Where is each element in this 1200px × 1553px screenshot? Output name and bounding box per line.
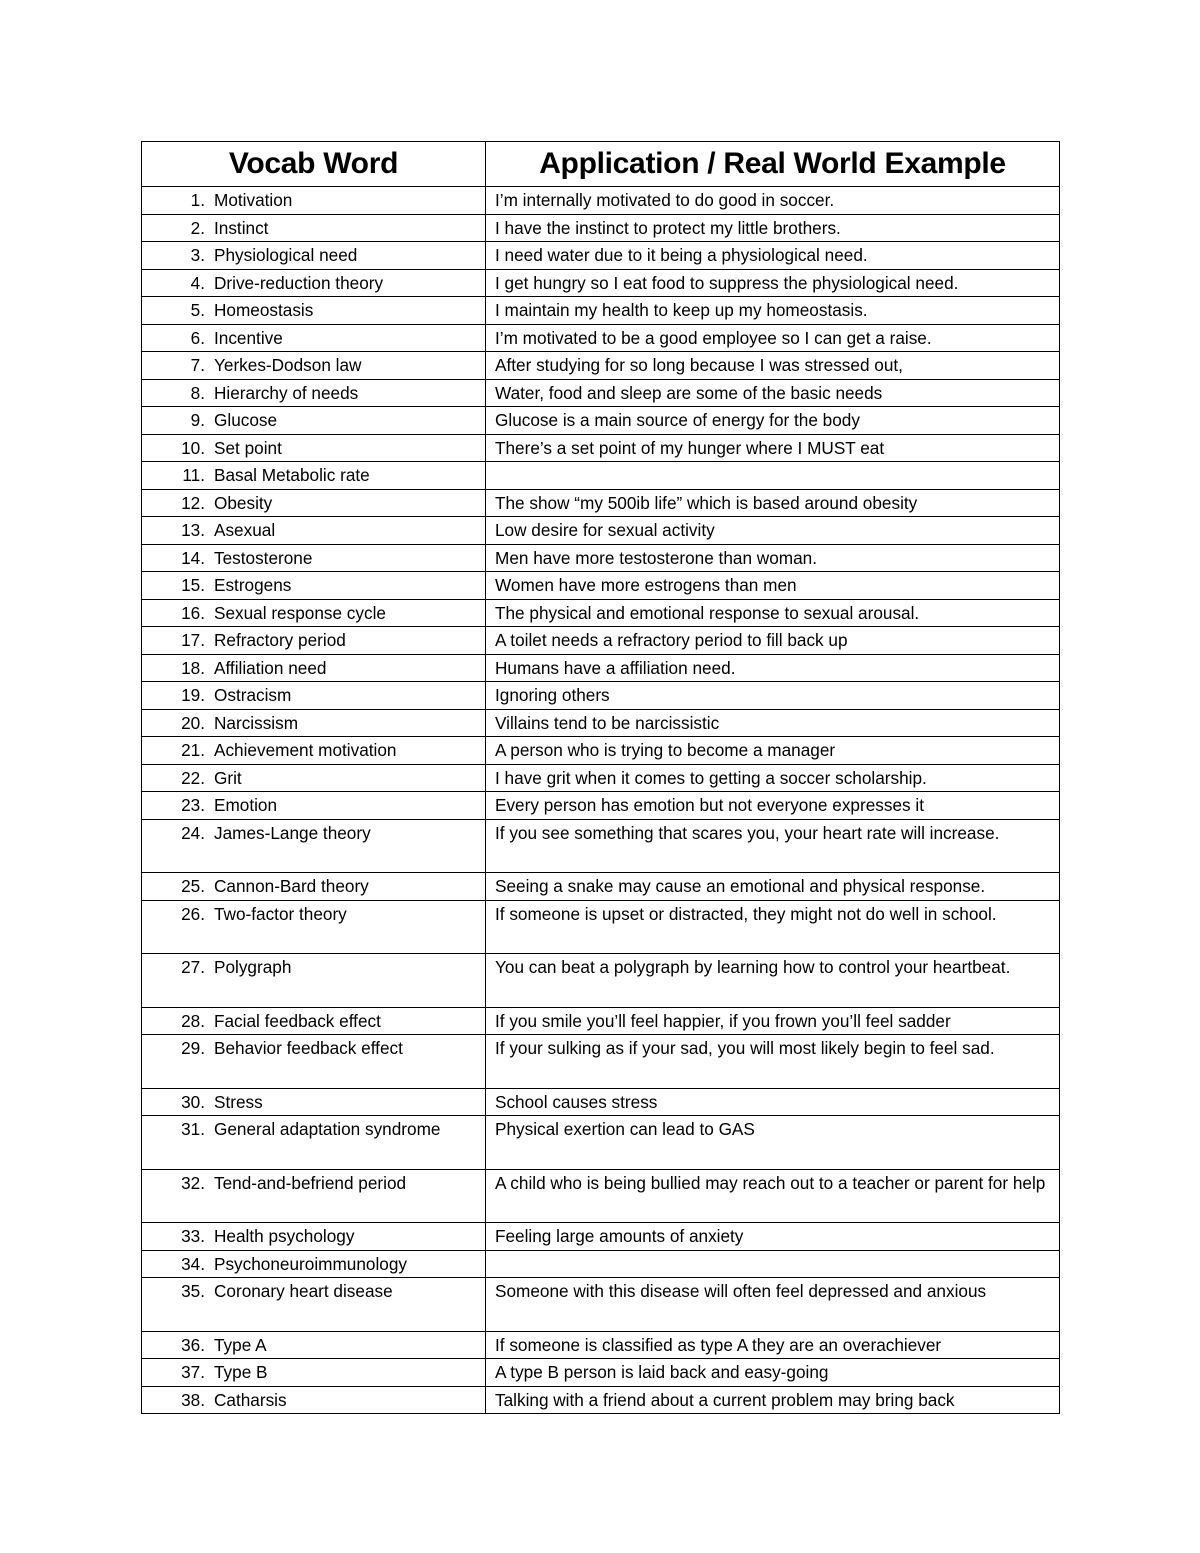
vocab-word: Polygraph [214,957,292,977]
example-cell [486,873,1060,901]
example-cell [486,1250,1060,1278]
example-text: I’m motivated to be a good employee so I can get a raise. [495,327,932,348]
table-row [142,187,1060,215]
table-row [142,489,1060,517]
vocab-word: Two-factor theory [214,903,347,924]
vocab-word: Type A [214,1334,267,1355]
example-text: If someone is upset or distracted, they might not do well in school. [495,903,997,924]
vocab-word: Behavior feedback effect [214,1038,403,1058]
vocab-word-cell [142,709,486,737]
row-number: 36. [181,1334,205,1355]
example-text: I get hungry so I eat food to suppress the physiological need. [495,272,959,293]
example-text: A person who is trying to become a manager [495,740,836,760]
table-row [142,627,1060,655]
example-text: The show “my 500ib life” which is based around obesity [495,492,918,513]
vocab-table [141,141,1060,1414]
vocab-word-cell [142,599,486,627]
example-cell [486,599,1060,627]
vocab-word: Hierarchy of needs [214,382,359,403]
example-cell [486,407,1060,435]
example-text: Seeing a snake may cause an emotional and physical response. [495,876,986,896]
row-number: 17. [181,630,205,650]
row-number: 23. [181,795,205,815]
table-row [142,517,1060,545]
vocab-word-cell [142,379,486,407]
row-number: 37. [181,1362,205,1382]
vocab-word: Tend-and-befriend period [214,1172,407,1193]
table-row [142,737,1060,765]
row-number: 9. [190,410,205,430]
vocab-word: Health psychology [214,1226,355,1246]
row-number: 18. [181,657,205,678]
example-text: I’m internally motivated to do good in soccer. [495,190,835,210]
example-text: Every person has emotion but not everyone expresses it [495,795,924,815]
table-row [142,242,1060,270]
example-cell [486,737,1060,765]
vocab-word-cell [142,297,486,325]
vocab-word-cell [142,1007,486,1035]
table-row [142,1169,1060,1223]
table-row [142,1250,1060,1278]
vocab-word: Ostracism [214,685,292,705]
example-text: Women have more estrogens than men [495,575,797,595]
vocab-word-cell [142,764,486,792]
example-cell [486,1169,1060,1223]
vocab-word-cell [142,434,486,462]
table-row [142,900,1060,954]
example-text: If someone is classified as type A they are an overachiever [495,1334,942,1355]
row-number: 30. [181,1091,205,1112]
row-number: 20. [181,712,205,733]
vocab-word: Sexual response cycle [214,602,386,623]
example-cell [486,792,1060,820]
example-cell [486,352,1060,380]
vocab-word: Stress [214,1091,263,1112]
row-number: 3. [190,245,205,265]
vocab-word: Testosterone [214,547,313,568]
row-number: 29. [181,1038,205,1058]
table-row [142,352,1060,380]
vocab-word: Homeostasis [214,300,314,320]
example-text: A child who is being bullied may reach out to a teacher or parent for help [495,1172,1046,1193]
example-text: The physical and emotional response to sexual arousal. [495,602,920,623]
example-text: Someone with this disease will often feel depressed and anxious [495,1281,987,1301]
vocab-word-cell [142,1223,486,1251]
example-text: You can beat a polygraph by learning how to control your heartbeat. [495,957,1011,977]
vocab-word: Glucose [214,410,278,430]
example-text: If your sulking as if your sad, you will most likely begin to feel sad. [495,1038,995,1058]
vocab-word-cell [142,873,486,901]
row-number: 4. [190,272,205,293]
example-cell [486,1035,1060,1089]
vocab-word-cell [142,1035,486,1089]
row-number: 38. [181,1389,205,1410]
vocab-word: Motivation [214,190,293,210]
example-text: Feeling large amounts of anxiety [495,1226,744,1246]
vocab-word-cell [142,242,486,270]
vocab-word-cell [142,792,486,820]
example-text: I maintain my health to keep up my homeostasis. [495,300,868,320]
example-text: A type B person is laid back and easy-going [495,1362,829,1382]
vocab-word: Incentive [214,327,283,348]
example-text: A toilet needs a refractory period to fill back up [495,630,848,650]
vocab-word-cell [142,324,486,352]
vocab-word: Emotion [214,795,278,815]
example-cell [486,379,1060,407]
row-number: 10. [181,437,205,458]
example-text: If you see something that scares you, your heart rate will increase. [495,822,1000,843]
example-cell [486,954,1060,1008]
example-text: Men have more testosterone than woman. [495,547,817,568]
example-cell [486,1386,1060,1414]
vocab-word: Obesity [214,492,273,513]
example-cell [486,709,1060,737]
vocab-word-cell [142,900,486,954]
example-cell [486,627,1060,655]
table-row [142,764,1060,792]
vocab-word-cell [142,214,486,242]
table-row [142,654,1060,682]
row-number: 6. [190,327,205,348]
table-row [142,1278,1060,1332]
example-text: After studying for so long because I was stressed out, [495,355,903,375]
table-row [142,792,1060,820]
table-row [142,572,1060,600]
row-number: 35. [181,1281,205,1301]
vocab-word: Grit [214,767,242,788]
vocab-word-cell [142,627,486,655]
row-number: 22. [181,767,205,788]
example-text: School causes stress [495,1091,658,1112]
table-row [142,1116,1060,1170]
row-number: 7. [190,355,205,375]
vocab-word: Physiological need [214,245,358,265]
example-text: Physical exertion can lead to GAS [495,1119,755,1139]
table-row [142,269,1060,297]
example-cell [486,1088,1060,1116]
row-number: 25. [181,876,205,896]
example-text: Low desire for sexual activity [495,520,715,540]
vocab-word-cell [142,682,486,710]
table-row [142,1331,1060,1359]
example-cell [486,324,1060,352]
example-cell [486,1007,1060,1035]
vocab-word: Set point [214,437,282,458]
example-text: Talking with a friend about a current problem may bring back [495,1389,955,1410]
vocab-word-cell [142,517,486,545]
row-number: 28. [181,1010,205,1031]
vocab-word: James-Lange theory [214,822,371,843]
example-cell [486,544,1060,572]
vocab-word-cell [142,462,486,490]
example-cell [486,489,1060,517]
example-cell [486,434,1060,462]
row-number: 24. [181,822,205,843]
example-text: I have grit when it comes to getting a soccer scholarship. [495,767,927,788]
vocab-body [142,187,1060,1414]
table-row [142,1386,1060,1414]
vocab-word-cell [142,407,486,435]
vocab-word: Affiliation need [214,657,327,678]
table-row [142,379,1060,407]
vocab-word-cell [142,1359,486,1387]
table-row [142,462,1060,490]
row-number: 1. [190,190,205,210]
example-cell [486,682,1060,710]
header-vocab-word: Vocab Word [142,142,486,187]
example-cell [486,1359,1060,1387]
row-number: 34. [181,1253,205,1274]
vocab-word-cell [142,1386,486,1414]
row-number: 21. [181,740,205,760]
vocab-word-cell [142,269,486,297]
table-row [142,407,1060,435]
row-number: 19. [181,685,205,705]
vocab-word: Narcissism [214,712,299,733]
table-row [142,1359,1060,1387]
vocab-word-cell [142,187,486,215]
vocab-word-cell [142,819,486,873]
example-cell [486,1331,1060,1359]
vocab-word: Basal Metabolic rate [214,465,370,485]
row-number: 16. [181,602,205,623]
row-number: 31. [181,1119,205,1139]
example-cell [486,269,1060,297]
row-number: 12. [181,492,205,513]
header-application-example: Application / Real World Example [486,142,1060,187]
vocab-word-cell [142,1088,486,1116]
vocab-word: Achievement motivation [214,740,397,760]
vocab-word-cell [142,1169,486,1223]
example-text: There’s a set point of my hunger where I MUST eat [495,437,885,458]
vocab-word-cell [142,737,486,765]
vocab-word-cell [142,489,486,517]
table-row [142,682,1060,710]
table-row [142,214,1060,242]
vocab-word: Psychoneuroimmunology [214,1253,407,1274]
table-row [142,324,1060,352]
vocab-word-cell [142,1278,486,1332]
example-text: I need water due to it being a physiological need. [495,245,868,265]
table-row [142,599,1060,627]
table-row [142,873,1060,901]
example-cell [486,572,1060,600]
vocab-word: Yerkes-Dodson law [214,355,362,375]
example-cell [486,1278,1060,1332]
example-cell [486,900,1060,954]
vocab-word: Asexual [214,520,276,540]
row-number: 15. [181,575,205,595]
table-row [142,1007,1060,1035]
table-row [142,544,1060,572]
vocab-word-cell [142,572,486,600]
example-cell [486,1223,1060,1251]
example-text: Water, food and sleep are some of the basic needs [495,382,883,403]
table-row [142,819,1060,873]
vocab-word: General adaptation syndrome [214,1119,441,1139]
vocab-word: Catharsis [214,1389,287,1410]
row-number: 13. [181,520,205,540]
vocab-word: Facial feedback effect [214,1010,381,1031]
header-row [142,142,1060,187]
example-cell [486,654,1060,682]
example-cell [486,1116,1060,1170]
row-number: 32. [181,1172,205,1193]
vocab-word: Type B [214,1362,268,1382]
row-number: 11. [182,465,205,485]
row-number: 27. [181,957,205,977]
table-row [142,1223,1060,1251]
example-cell [486,214,1060,242]
vocab-word: Refractory period [214,630,346,650]
row-number: 2. [190,217,205,238]
vocab-word: Instinct [214,217,269,238]
vocab-word-cell [142,1331,486,1359]
example-cell [486,242,1060,270]
row-number: 5. [190,300,205,320]
vocab-word-cell [142,1250,486,1278]
table-row [142,297,1060,325]
example-cell [486,517,1060,545]
example-cell [486,764,1060,792]
example-cell [486,819,1060,873]
table-row [142,434,1060,462]
vocab-word-cell [142,654,486,682]
example-cell [486,462,1060,490]
table-row [142,709,1060,737]
row-number: 26. [181,903,205,924]
vocab-word-cell [142,352,486,380]
example-text: Villains tend to be narcissistic [495,712,720,733]
table-row [142,1035,1060,1089]
row-number: 14. [181,547,205,568]
example-text: If you smile you’ll feel happier, if you frown you’ll feel sadder [495,1010,951,1031]
example-text: Humans have a affiliation need. [495,657,736,678]
table-row [142,1088,1060,1116]
vocab-word: Coronary heart disease [214,1281,393,1301]
row-number: 33. [181,1226,205,1246]
example-cell [486,297,1060,325]
example-text: Glucose is a main source of energy for the body [495,410,860,430]
vocab-word-cell [142,544,486,572]
example-text: Ignoring others [495,685,610,705]
vocab-word-cell [142,1116,486,1170]
vocab-word: Cannon-Bard theory [214,876,369,896]
vocab-word: Estrogens [214,575,292,595]
table-row [142,954,1060,1008]
vocab-word: Drive-reduction theory [214,272,384,293]
row-number: 8. [190,382,205,403]
vocab-word-cell [142,954,486,1008]
example-text: I have the instinct to protect my little brothers. [495,217,841,238]
example-cell [486,187,1060,215]
